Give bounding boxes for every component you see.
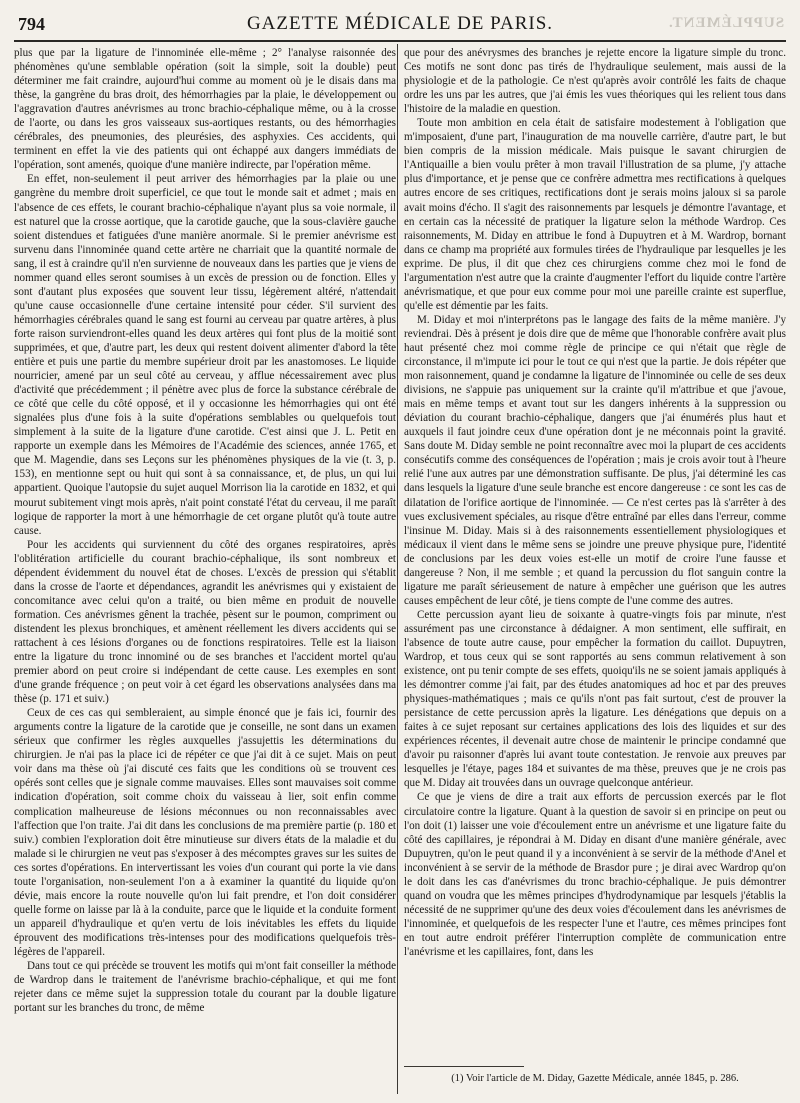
left-paragraph-5: Dans tout ce qui précède se trouvent les motifs qui m'ont fait conseiller la méthode de Wardrop dans le traitement de l'anévrisme brachio-céphalique, et qui me font rejeter dans ce même sujet la suppression totale du courant par la double ligature portant sur les branches du tronc, de même xyxy=(14,960,396,1015)
right-column xyxy=(404,46,786,1096)
left-column xyxy=(14,46,396,1096)
supplement-mark: SUPPLÉMENT. xyxy=(667,15,784,31)
right-paragraph-5: Ce que je viens de dire a trait aux efforts de percussion exercés par le flot circulatoire contre la ligature. Quant à la question de savoir si en principe on peut ou l'on doit (1) laisser une voie d'écoulement entre un anévrisme et une ligature faite du côté des capillaires, je répondrai à M. Diday en disant d'une manière générale, avec Dupuytren, qu'on le peut quand il y a inconvénient à se servir de la méthode d'Anel et inconvénient à se servir de la méthode de Brasdor pure ; je dirai avec Wardrop qu'on le doit dans les cas d'anévrismes du tronc brachio-céphalique. Je puis démontrer quand on voudra que les mêmes principes d'hydrodynamique par lesquels j'établis la nécessité de ne supprimer qu'une des deux voies d'écoulement dans les anévrismes de l'innominée, et quelquefois de les respecter l'une et l'autre, ces mêmes principes font en tout autre endroit préférer l'interruption complète de communication entre l'anévrisme et les capillaires, font, dans les xyxy=(404,791,786,958)
footnote: (1) Voir l'article de M. Diday, Gazette Médicale, année 1845, p. 286. xyxy=(451,1073,739,1084)
right-paragraph-3: M. Diday et moi n'interprétons pas le langage des faits de la même manière. J'y reviendrai. Dès à présent je dois dire que de même que l'honorable confrère avait plus haut présenté chez moi comme règle de principe ce qui n'était que règle de circonstance, il m'impute ici pour le tout ce qui n'est que la partie. Je dois répéter que mon raisonnement, quand je condamne la ligature de l'innominée ou celle de ses deux divisions, ne s'appuie pas uniquement sur la crainte qu'il m'attribue et que j'avoue, mais en même temps et avant tout sur les dangers inhérents à la suppression ou déviation du courant brachio-céphalique, dangers que j'ai énumérés plus haut et auxquels il faut joindre ceux d'une opération dont je ne méconnais point la gravité. Sans doute M. Diday semble ne point reconnaître avec moi la plupart de ces accidents consécutifs comme des conséquences de l'opération ; mais je crois avoir tout à l'heure relié l'une aux autres par une démonstration suffisante. De plus, j'ai déterminé les cas dans lesquels la ligature d'une seule branche est encore dangereuse : ce sont les cas de dilatation de l'orifice aortique de l'innominée. — Ce n'est certes pas là s'arrêter à des vues exclusivement spéciales, au risque d'être entraîné par elles dans l'erreur, comme l'insinue M. Diday. Mais si à des raisonnements essentiellement physiologiques et médicaux il vient dans le même sens se joindre une preuve physique pure, l'identité de conclusions par les deux voies est-elle un motif de croire l'une fausse et dangereuse ? Non, il me semble ; et quand la percussion du flot sanguin contre la ligature me paraît sérieusement de nature à empêcher une guérison que les autres causes empêchent de leur côté, je tiens compte de l'une comme des autres. xyxy=(404,313,786,607)
left-paragraph-1: plus que par la ligature de l'innominée elle-même ; 2° l'analyse raisonnée des phénomènes qu'une semblable opération (soit la simple, soit la double) peut déterminer me fait craindre, aujourd'hui comme au moment où je le disais dans ma thèse, la gangrène du bras droit, des hémorrhagies par la plaie, le développement ou l'aggravation d'autres anévrismes au tronc brachio-céphalique même, ou à la crosse de l'aorte, ou dans les gros vaisseaux sus-aortiques restants, ou des hémorrhagies cérébrales, des pneumonies, des pleurésies, des asphyxies. Ces accidents, qui terminent en effet la vie des patients qui ont échappé aux dangers immédiats de l'opération, sont amenés, quoique d'une manière indirecte, par l'opération même. xyxy=(14,47,396,172)
page-header xyxy=(14,8,786,38)
left-paragraph-4: Ceux de ces cas qui sembleraient, au simple énoncé que je fais ici, fournir des arguments contre la ligature de la carotide que je conseille, ne sont dans un examen sérieux que confirmer les règles auxquelles j'assujettis les déterminations du chirurgien. Je n'ai pas la place ici de répéter ce que j'ai dit à ce sujet. Mais on peut voir dans ma thèse où j'ai discuté ces faits que les conditions où se trouvent ces opérés sont celles que je signale comme mauvaises. Elles sont mauvaises soit comme indication d'opération, soit comme choix du vaisseau à lier, soit enfin comme complication malheureuse de lésions méconnues ou non reconnaissables avec l'affection que l'on traite. J'ai dit dans les conclusions de ma première partie (p. 180 et suiv.) combien l'exploration doit être minutieuse sur divers états de la maladie et du malade si le chirurgien ne veut pas s'exposer à des mécomptes graves sur les suites de ces sortes d'opérations. En intervertissant les voies d'un courant qui porte la vie dans toute l'organisation, non-seulement l'on a à examiner la quantité du liquide qu'on dévie, mais encore la route nouvelle qu'on lui fait prendre, et l'on doit considérer quelle forme on laisse par là à la conduite, parce que le liquide et la conduite forment un appareil d'hydraulique et qu'en vertu de lois inévitables les effets du liquide éprouvent des modifications très-intenses pour des modifications quelquefois très-légères de l'appareil. xyxy=(14,707,396,958)
footnote-rule xyxy=(404,1066,524,1067)
journal-title: GAZETTE MÉDICALE DE PARIS. xyxy=(246,13,554,34)
right-paragraph-1: que pour des anévrysmes des branches je rejette encore la ligature simple du tronc. Ces motifs ne sont donc pas tirés de l'hydraulique seulement, mais aussi de la physiologie et de la pathologie. Ce n'est qu'après avoir contrôlé les faits de chaque ordre les uns par les autres, que j'ai émis les vues théoriques qui les relient tous dans l'histoire de la maladie en question. xyxy=(404,47,786,116)
right-paragraph-4: Cette percussion ayant lieu de soixante à quatre-vingts fois par minute, n'est assurément pas une circonstance à dédaigner. A mon sentiment, elle suffirait, en l'absence de toute autre cause, pour empêcher la formation du caillot. Dupuytren, Wardrop, et tous ceux qui se sont rapportés au sens commun relativement à son existence, ont pu tenir compte de ses effets, quoiqu'ils ne se soient jamais appliqués à les démontrer comme j'ai fait, par des études anatomiques ad hoc et par des preuves physiques-mathématiques ; mais ce qu'ils n'ont pas fait surtout, c'est de prouver la persistance de cette percussion après la ligature. Les dénégations que depuis on a faites à ce sujet reposant sur certaines applications des lois des liquides et sur des expériences récentes, il devenait autre chose de maintenir le principe condamné que d'avoir pu raisonner d'après lui avant toute contestation. Je renvoie aux preuves par lesquelles je l'étaye, pages 184 et suivantes de ma thèse, preuves que je ne crois pas que M. Diday ait trouvées dans un ouvrage quelconque antérieur. xyxy=(404,608,786,790)
left-paragraph-2: En effet, non-seulement il peut arriver des hémorrhagies par la plaie ou une gangrène du membre droit superficiel, ce que tout le monde sait et admet ; mais en l'absence de ces effets, le courant brachio-céphalique n'ayant plus sa voie normale, il est naturel que la crosse aortique, que la carotide gauche, que la sous-clavière gauche soient distendues et fatiguées d'une manière anormale. Si le premier anévrisme est survenu dans l'innominée quand cette artère ne charriait que la quantité normale de sang, il est à craindre qu'il n'en survienne de nouveaux dans les parties que je viens de nommer quand elles seront soumises à un excès de pression ou de fonction. Elles y sont d'autant plus exposées que souvent leur tissu, légèrement altéré, n'attendait qu'une cause occasionnelle d'une certaine intensité pour céder. S'il survient des hémorrhagies cérébrales quand le sang est fourni au cerveau par quatre artères, à plus forte raison surviendront-elles quand les deux artères qui font plus de la moitié sont supprimées, et que, d'autre part, les deux qui restent doivent alimenter d'abord la tête entière et puis une partie du membre supérieur droit par les anastomoses. Le liquide nourricier, amené par un seul côté au cerveau, y afflue nécessairement avec plus d'activité que précédemment ; il pénètre avec plus de force la substance cérébrale de ce côté que celle du côté opposé, et il y occasionne les hémorrhagies qui ont été signalées plus d'une fois à la suite d'opérations semblables ou quelquefois tout simplement à la suite de la ligature d'une carotide. C'est ainsi que J. L. Petit en rapporte un exemple dans les Mémoires de l'Académie des sciences, année 1765, et que M. Magendie, dans ses Leçons sur les phénomènes physiques de la vie (t. 3, p. 153), en mentionne sept ou huit qui sont à sa connaissance, et, de plus, un qui lui appartient. Quoique l'autopsie du sujet auquel Morrison lia la carotide en 1832, et qui mourut subitement vingt mois après, n'ait point constaté l'état du cerveau, il me paraît logique de rapporter la mort à une hémorrhagie de cet organe plutôt qu'à toute autre cause. xyxy=(14,173,396,537)
page-number: 794 xyxy=(18,14,45,34)
column-divider xyxy=(397,44,398,1094)
header-rule xyxy=(14,40,786,42)
right-paragraph-2: Toute mon ambition en cela était de satisfaire modestement à l'obligation que m'imposaient, d'une part, l'inauguration de ma nouvelle carrière, d'autre part, le but bien compris de la mission médicale. Mais puisque le savant chirurgien de l'Antiquaille a bien voulu prêter à mon travail l'illustration de sa plume, j'y attache plus d'importance, et je pense que ce confrère admettra mes rectifications à quelques autres encore de ses critiques, rectifications dont je serais moins jaloux si sa parole avait moins d'écho. Il s'agit des raisonnements par lesquels je démontre l'avantage, et en certain cas la nécessité de pratiquer la ligature selon la méthode Wardrop. Ces raisonnements, M. Diday en attribue le fond à Dupuytren et à M. Wardrop, bornant dans ce champ ma propriété aux formules tirées de l'hydraulique par lesquelles je les exprime. De plus, il dit que chez ces chirurgiens comme chez moi le fond de l'argumentation n'est autre que la crainte d'augmenter l'effort du liquide contre l'artère anévrismatique, et que pour eux comme pour moi une pareille crainte est superflue, qu'elle est démentie par les faits. xyxy=(404,117,786,312)
left-paragraph-3: Pour les accidents qui surviennent du côté des organes respiratoires, après l'oblitération artificielle du courant brachio-céphalique, ils sont nombreux et dépendent évidemment du nouvel état de choses. L'excès de pression qui s'établit dans la crosse de l'aorte et dépendances, agrandit les anévrismes qui y existaient de concomitance avec celui qu'on a traité, ou bien même en produit de nouvelle formation. Ces anévrismes gênent la trachée, pèsent sur le poumon, compriment ou distendent les plexus bronchiques, et amènent réellement les divers accidents qui se rattachent à ces lésions d'organes ou de fonctions respiratoires. Telle est la liaison entre la ligature du tronc innominé ou de ses branches et l'accident mortel qu'au premier abord on peut croire si indépendant de cette cause. Les exemples en sont d'une grande fréquence ; on peut voir à cet égard les observations analysées dans ma thèse (p. 171 et suiv.) xyxy=(14,538,396,706)
